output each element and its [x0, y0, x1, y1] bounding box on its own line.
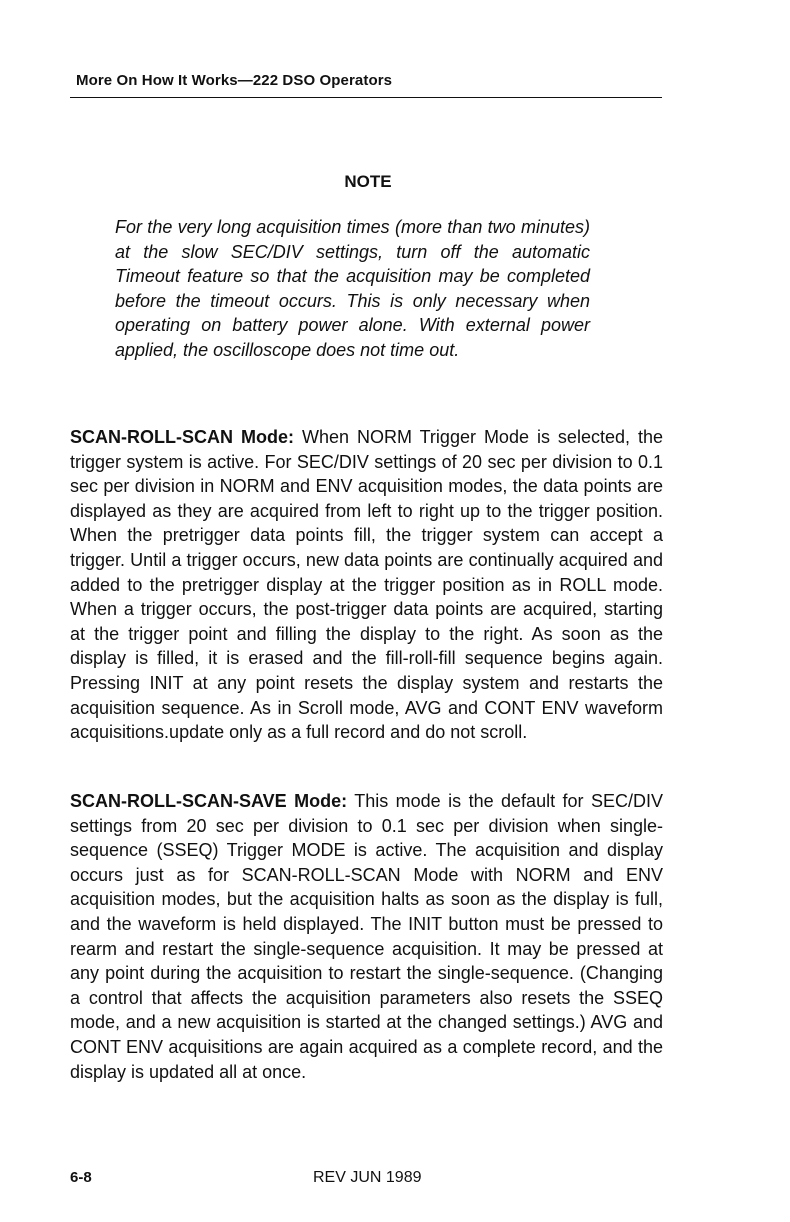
scan-roll-scan-heading: SCAN-ROLL-SCAN Mode:: [70, 427, 294, 447]
header-rule: [70, 97, 662, 98]
scan-roll-scan-save-text: This mode is the default for SEC/DIV settings from 20 sec per division to 0.1 sec per division when single-sequence (SSEQ) Trigger MODE is active. The acquisition and display occurs just as for SCAN-ROLL-SCAN Mode with NORM and ENV acquisition modes, but the acquisition halts as soon as the display is full, and the waveform is held displayed. The INIT button must be pressed to rearm and restart the single-sequence acquisition. It may be pressed at any point during the acquisition to restart the single-sequence. (Changing a control that affects the acquisition parameters also resets the SSEQ mode, and a new acquisition is started at the changed settings.) AVG and CONT ENV acquisitions are again acquired as a complete record, and the display is updated all at once.: [70, 791, 663, 1082]
scan-roll-scan-save-paragraph: [70, 789, 663, 1084]
scan-roll-scan-text: When NORM Trigger Mode is selected, the trigger system is active. For SEC/DIV settings of 20 sec per division to 0.1 sec per division in NORM and ENV acquisition modes, the data points are displayed as they are acquired from left to right up to the trigger position. When the pretrigger data points fill, the trigger system can accept a trigger. Until a trigger occurs, new data points are continually acquired and added to the pretrigger display at the trigger position as in ROLL mode. When a trigger occurs, the post-trigger data points are acquired, starting at the trigger point and filling the display to the right. As soon as the display is filled, it is erased and the fill-roll-fill sequence begins again. Pressing INIT at any point resets the display system and restarts the acquisition sequence. As in Scroll mode, AVG and CONT ENV waveform acquisitions.update only as a full record and do not scroll.: [70, 427, 663, 743]
note-text: For the very long acquisition times (more than two minutes) at the slow SEC/DIV settings, turn off the automatic Timeout feature so that the acquisition may be completed before the timeout occurs. This is only necessary when operating on battery power alone. With external power applied, the oscilloscope does not time out.: [115, 217, 590, 360]
note-title: NOTE: [344, 172, 392, 191]
running-header: More On How It Works—222 DSO Operators: [76, 72, 393, 89]
scan-roll-scan-paragraph: [70, 425, 663, 745]
revision-date: REV JUN 1989: [313, 1169, 422, 1186]
scan-roll-scan-save-heading: SCAN-ROLL-SCAN-SAVE Mode:: [70, 791, 348, 811]
page-number: 6-8: [70, 1169, 92, 1186]
